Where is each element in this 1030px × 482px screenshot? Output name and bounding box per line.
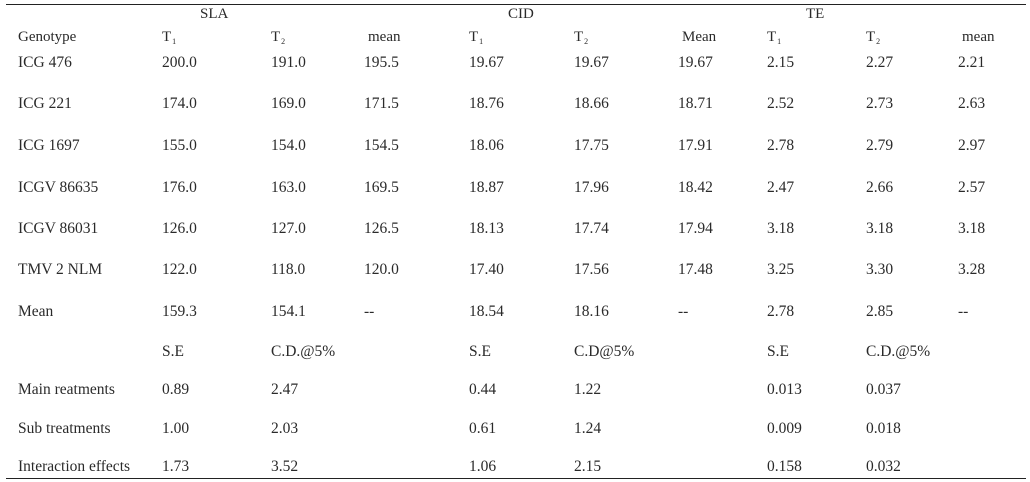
column-header-label: T <box>271 29 281 45</box>
table-cell: 126.5 <box>364 220 399 237</box>
table-cell: -- <box>364 303 375 320</box>
table-cell: 1.06 <box>469 458 497 475</box>
table-cell: S.E <box>162 343 184 360</box>
column-header <box>682 28 716 46</box>
column-header <box>962 28 994 46</box>
row-label: TMV 2 NLM <box>18 261 103 278</box>
table-cell: 118.0 <box>271 261 306 278</box>
table-cell: 2.47 <box>767 179 795 196</box>
group-header: CID <box>508 6 534 22</box>
table-cell: S.E <box>767 343 789 360</box>
table-cell: 18.54 <box>469 303 504 320</box>
table-cell: 169.0 <box>271 95 306 112</box>
table-cell: 18.66 <box>574 95 609 112</box>
table-cell: 0.61 <box>469 420 497 437</box>
table-cell: 3.28 <box>958 261 986 278</box>
table-cell: 2.03 <box>271 420 299 437</box>
table-cell: 17.94 <box>678 220 713 237</box>
row-label: ICG 221 <box>18 95 72 112</box>
table-cell: 155.0 <box>162 137 197 154</box>
table-cell: 19.67 <box>574 54 609 71</box>
table-cell: 0.89 <box>162 381 190 398</box>
table-cell: 0.013 <box>767 381 802 398</box>
table-cell: 154.0 <box>271 137 306 154</box>
table-cell: 159.3 <box>162 303 197 320</box>
table-cell: 18.42 <box>678 179 713 196</box>
table-cell: 2.57 <box>958 179 986 196</box>
table-cell: -- <box>958 303 969 320</box>
table-cell: 17.56 <box>574 261 609 278</box>
table-cell: 18.76 <box>469 95 504 112</box>
table-cell: C.D.@5% <box>271 343 336 360</box>
column-header <box>162 28 176 51</box>
row-label: Main reatments <box>18 381 115 398</box>
column-header-label: T <box>866 29 876 45</box>
column-header-label: T <box>767 29 777 45</box>
table-cell: C.D@5% <box>574 343 635 360</box>
column-header-label: T <box>162 29 172 45</box>
table-cell: 18.13 <box>469 220 504 237</box>
table-cell: 17.75 <box>574 137 609 154</box>
table-cell: 3.18 <box>767 220 795 237</box>
table-cell: -- <box>678 303 689 320</box>
table-cell: 18.16 <box>574 303 609 320</box>
table-cell: 19.67 <box>678 54 713 71</box>
table-cell: 2.21 <box>958 54 986 71</box>
column-header-label: Mean <box>682 29 717 45</box>
table-cell: 195.5 <box>364 54 399 71</box>
row-label: Interaction effects <box>18 458 131 475</box>
row-label: ICGV 86031 <box>18 220 99 237</box>
table-bottom-rule <box>6 478 1026 479</box>
table-cell: 2.78 <box>767 303 795 320</box>
table-cell: 19.67 <box>469 54 504 71</box>
table-cell: 154.5 <box>364 137 399 154</box>
table-cell: 163.0 <box>271 179 306 196</box>
column-header-label: T <box>469 29 479 45</box>
table-cell: 0.158 <box>767 458 802 475</box>
table-cell: 1.24 <box>574 420 602 437</box>
column-header-label: mean <box>962 29 995 45</box>
table-cell: 169.5 <box>364 179 399 196</box>
row-label: ICG 1697 <box>18 137 80 154</box>
table-cell: 2.79 <box>866 137 894 154</box>
table-cell: 122.0 <box>162 261 197 278</box>
row-label: ICGV 86635 <box>18 179 99 196</box>
table-cell: 0.009 <box>767 420 802 437</box>
table-cell: 2.15 <box>574 458 602 475</box>
table-cell: 2.15 <box>767 54 795 71</box>
column-header-subscript: 2 <box>584 37 589 46</box>
table-cell: 2.52 <box>767 95 795 112</box>
table-cell: 17.91 <box>678 137 713 154</box>
table-cell: 127.0 <box>271 220 306 237</box>
table-cell: 2.73 <box>866 95 894 112</box>
row-label: Mean <box>18 303 54 320</box>
column-header-genotype: Genotype <box>18 29 77 45</box>
table-cell: 2.63 <box>958 95 986 112</box>
column-header <box>767 28 781 51</box>
group-header: TE <box>806 6 825 22</box>
table-cell: 17.74 <box>574 220 609 237</box>
table-cell: C.D.@5% <box>866 343 931 360</box>
table-cell: 18.06 <box>469 137 504 154</box>
table-cell: 0.037 <box>866 381 901 398</box>
column-header-subscript: 2 <box>876 37 881 46</box>
table-cell: 2.66 <box>866 179 894 196</box>
table-cell: 18.71 <box>678 95 713 112</box>
table-cell: 2.47 <box>271 381 299 398</box>
column-header <box>866 28 880 51</box>
table-cell: 17.48 <box>678 261 713 278</box>
table-cell: 2.85 <box>866 303 894 320</box>
group-header: SLA <box>200 6 229 22</box>
column-header-subscript: 2 <box>281 37 286 46</box>
table-cell: 174.0 <box>162 95 197 112</box>
table-cell: 191.0 <box>271 54 306 71</box>
table-cell: 1.00 <box>162 420 190 437</box>
table-cell: 17.96 <box>574 179 609 196</box>
table-cell: 2.27 <box>866 54 894 71</box>
table-cell: 3.18 <box>958 220 986 237</box>
table-cell: 3.30 <box>866 261 894 278</box>
table-cell: 3.25 <box>767 261 795 278</box>
column-header-label: T <box>574 29 584 45</box>
table-cell: 200.0 <box>162 54 197 71</box>
table-cell: 0.032 <box>866 458 901 475</box>
table-cell: S.E <box>469 343 491 360</box>
row-label: Sub treatments <box>18 420 111 437</box>
table-cell: 3.52 <box>271 458 299 475</box>
table-cell: 126.0 <box>162 220 197 237</box>
column-header-label: mean <box>368 29 401 45</box>
table-cell: 120.0 <box>364 261 399 278</box>
column-header <box>368 28 400 46</box>
table-cell: 3.18 <box>866 220 894 237</box>
table-cell: 18.87 <box>469 179 504 196</box>
table-cell: 0.44 <box>469 381 497 398</box>
column-header <box>469 28 483 51</box>
row-label: ICG 476 <box>18 54 72 71</box>
table-cell: 1.22 <box>574 381 602 398</box>
column-header <box>574 28 588 51</box>
table-cell: 2.78 <box>767 137 795 154</box>
table-cell: 1.73 <box>162 458 190 475</box>
table-cell: 17.40 <box>469 261 504 278</box>
column-header-subscript: 1 <box>172 37 177 46</box>
table-cell: 176.0 <box>162 179 197 196</box>
table-cell: 2.97 <box>958 137 986 154</box>
table-cell: 171.5 <box>364 95 399 112</box>
table-cell: 154.1 <box>271 303 306 320</box>
column-header-subscript: 1 <box>479 37 484 46</box>
column-header <box>271 28 285 51</box>
column-header-subscript: 1 <box>777 37 782 46</box>
table-cell: 0.018 <box>866 420 901 437</box>
